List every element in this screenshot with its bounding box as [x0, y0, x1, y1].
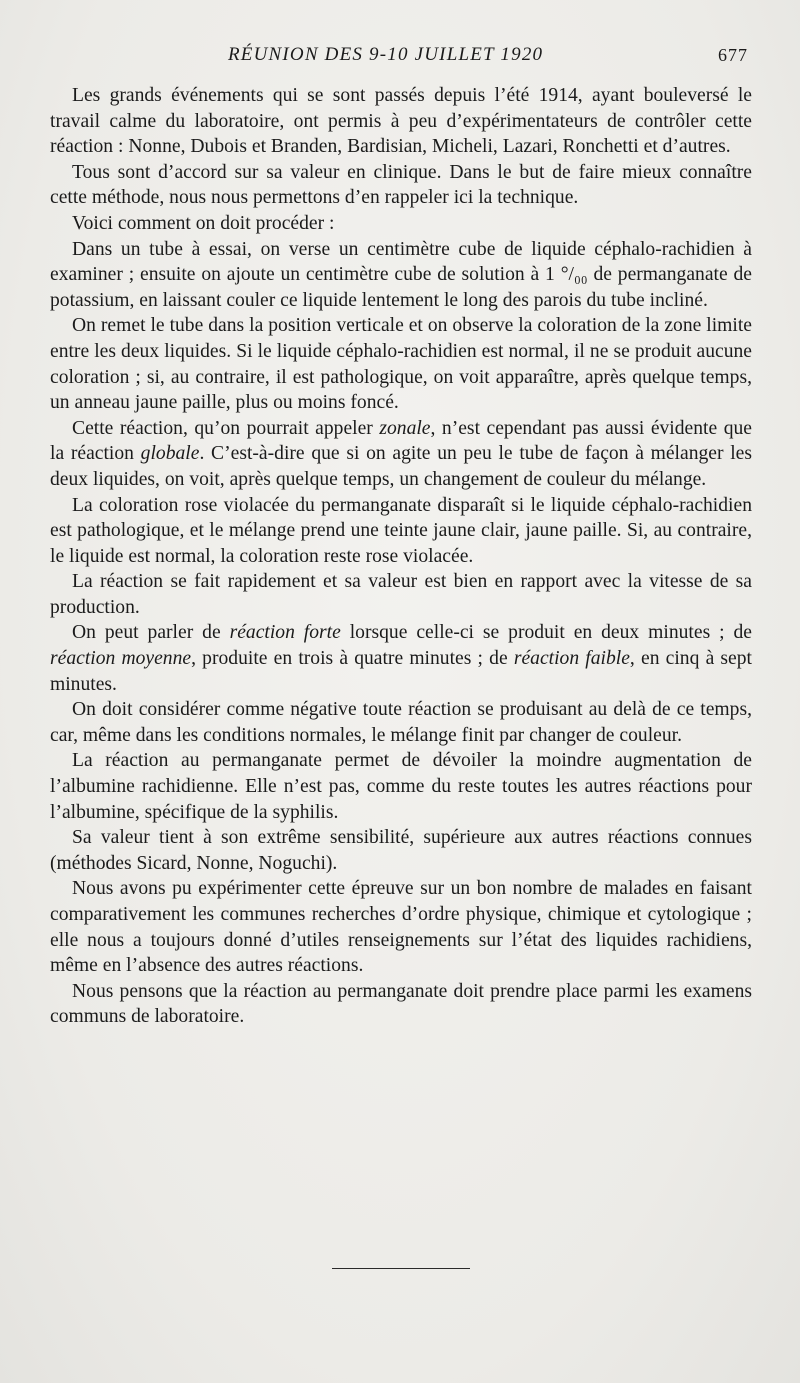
italic-term: réaction moyenne: [50, 648, 192, 670]
paragraph-text: La réaction au permanganate permet de dévoiler la moindre augmentation de l’albumine rachidienne. Elle n’est pas, comme du reste toutes les autres réactions pour l’albumine, spécifique de la syphilis.: [50, 750, 752, 823]
italic-term: globale: [140, 443, 200, 465]
running-head: RÉUNION DES 9-10 JUILLET 1920: [228, 44, 544, 65]
paragraph: [50, 160, 752, 211]
paragraph: [50, 313, 752, 415]
paragraph-text: On doit considérer comme négative toute réaction se produisant au delà de ce temps, car, même dans les conditions normales, le mélange finit par changer de couleur.: [50, 699, 752, 746]
paragraph: [50, 825, 752, 876]
paragraph-text: , en cinq à sept minutes.: [50, 648, 752, 695]
paragraph-text: . C’est-à-dire que si on agite un peu le tube de façon à mélanger les deux liquides, on voit, après quelque temps, un changement de couleur du mélange.: [50, 443, 752, 490]
paragraph: [50, 237, 752, 314]
paragraph-text: On remet le tube dans la position verticale et on observe la coloration de la zone limite entre les deux liquides. Si le liquide céphalo-rachidien est normal, il ne se produit aucune coloration ; si, au contraire, il est pathologique, on voit apparaître, après quelque temps, un anneau jaune paille, plus ou moins foncé.: [50, 315, 752, 414]
paragraph-text: Voici comment on doit procéder :: [72, 212, 335, 234]
paragraph-text: , produite en trois à quatre minutes ; de: [191, 648, 514, 670]
paragraph-text: , n’est cependant pas aussi évidente que la réaction: [50, 417, 752, 465]
paragraph-text: Nous pensons que la réaction au permanganate doit prendre place parmi les examens communs de laboratoire.: [50, 980, 752, 1028]
paragraph-text: La coloration rose violacée du permanganate disparaît si le liquide céphalo-rachidien est pathologique, et le mélange prend une teinte jaune clair, jaune paille. Si, au contraire, le liquide est normal, la coloration reste rose violacée.: [50, 494, 752, 567]
paragraph-text: On peut parler de: [72, 622, 230, 644]
paragraph: [50, 83, 752, 160]
paragraph-text: Dans un tube à essai, on verse un centimètre cube de liquide céphalo-rachidien à examiner ; ensuite on ajoute un centimètre cube de solution à 1 °/₀₀ de permanganate de potassium, en laissant couler ce liquide lentement le long des parois du tube incliné.: [50, 238, 752, 311]
page-number: 677: [718, 45, 748, 65]
paragraph: [50, 697, 752, 748]
paragraph: [50, 620, 752, 697]
paragraph: [50, 211, 752, 237]
paragraph-text: Les grands événements qui se sont passés depuis l’été 1914, ayant bouleversé le travail calme du laboratoire, ont permis à peu d’expérimentateurs de contrôler cette réaction : Nonne, Dubois et Branden, Bardisian, Micheli, Lazari, Ronchetti et d’autres.: [50, 85, 752, 158]
closing-rule: [332, 1268, 470, 1269]
italic-term: réaction forte: [229, 622, 341, 644]
paragraph-text: Cette réaction, qu’on pourrait appeler: [72, 417, 380, 439]
italic-term: zonale: [379, 417, 431, 439]
article-body: [50, 83, 752, 1030]
paragraph: [50, 748, 752, 825]
paragraph-text: lorsque celle-ci se produit en deux minutes ; de: [340, 622, 752, 644]
paragraph: [50, 979, 752, 1030]
paragraph: [50, 416, 752, 493]
paragraph-text: Sa valeur tient à son extrême sensibilité, supérieure aux autres réactions connues (méthodes Sicard, Nonne, Noguchi).: [50, 827, 752, 874]
italic-term: réaction faible: [513, 648, 630, 670]
paragraph-text: Tous sont d’accord sur sa valeur en clinique. Dans le but de faire mieux connaître cette méthode, nous nous permettons d’en rappeler ici la technique.: [50, 161, 752, 209]
paragraph: [50, 876, 752, 978]
paragraph-text: La réaction se fait rapidement et sa valeur est bien en rapport avec la vitesse de sa production.: [50, 571, 752, 618]
page-header: [0, 44, 800, 74]
paragraph: [50, 569, 752, 620]
paragraph: [50, 493, 752, 570]
paragraph-text: Nous avons pu expérimenter cette épreuve sur un bon nombre de malades en faisant comparativement les communes recherches d’ordre physique, chimique et cytologique ; elle nous a toujours donné d’utiles renseignements sur l’état des liquides rachidiens, même en l’absence des autres réactions.: [50, 878, 752, 977]
